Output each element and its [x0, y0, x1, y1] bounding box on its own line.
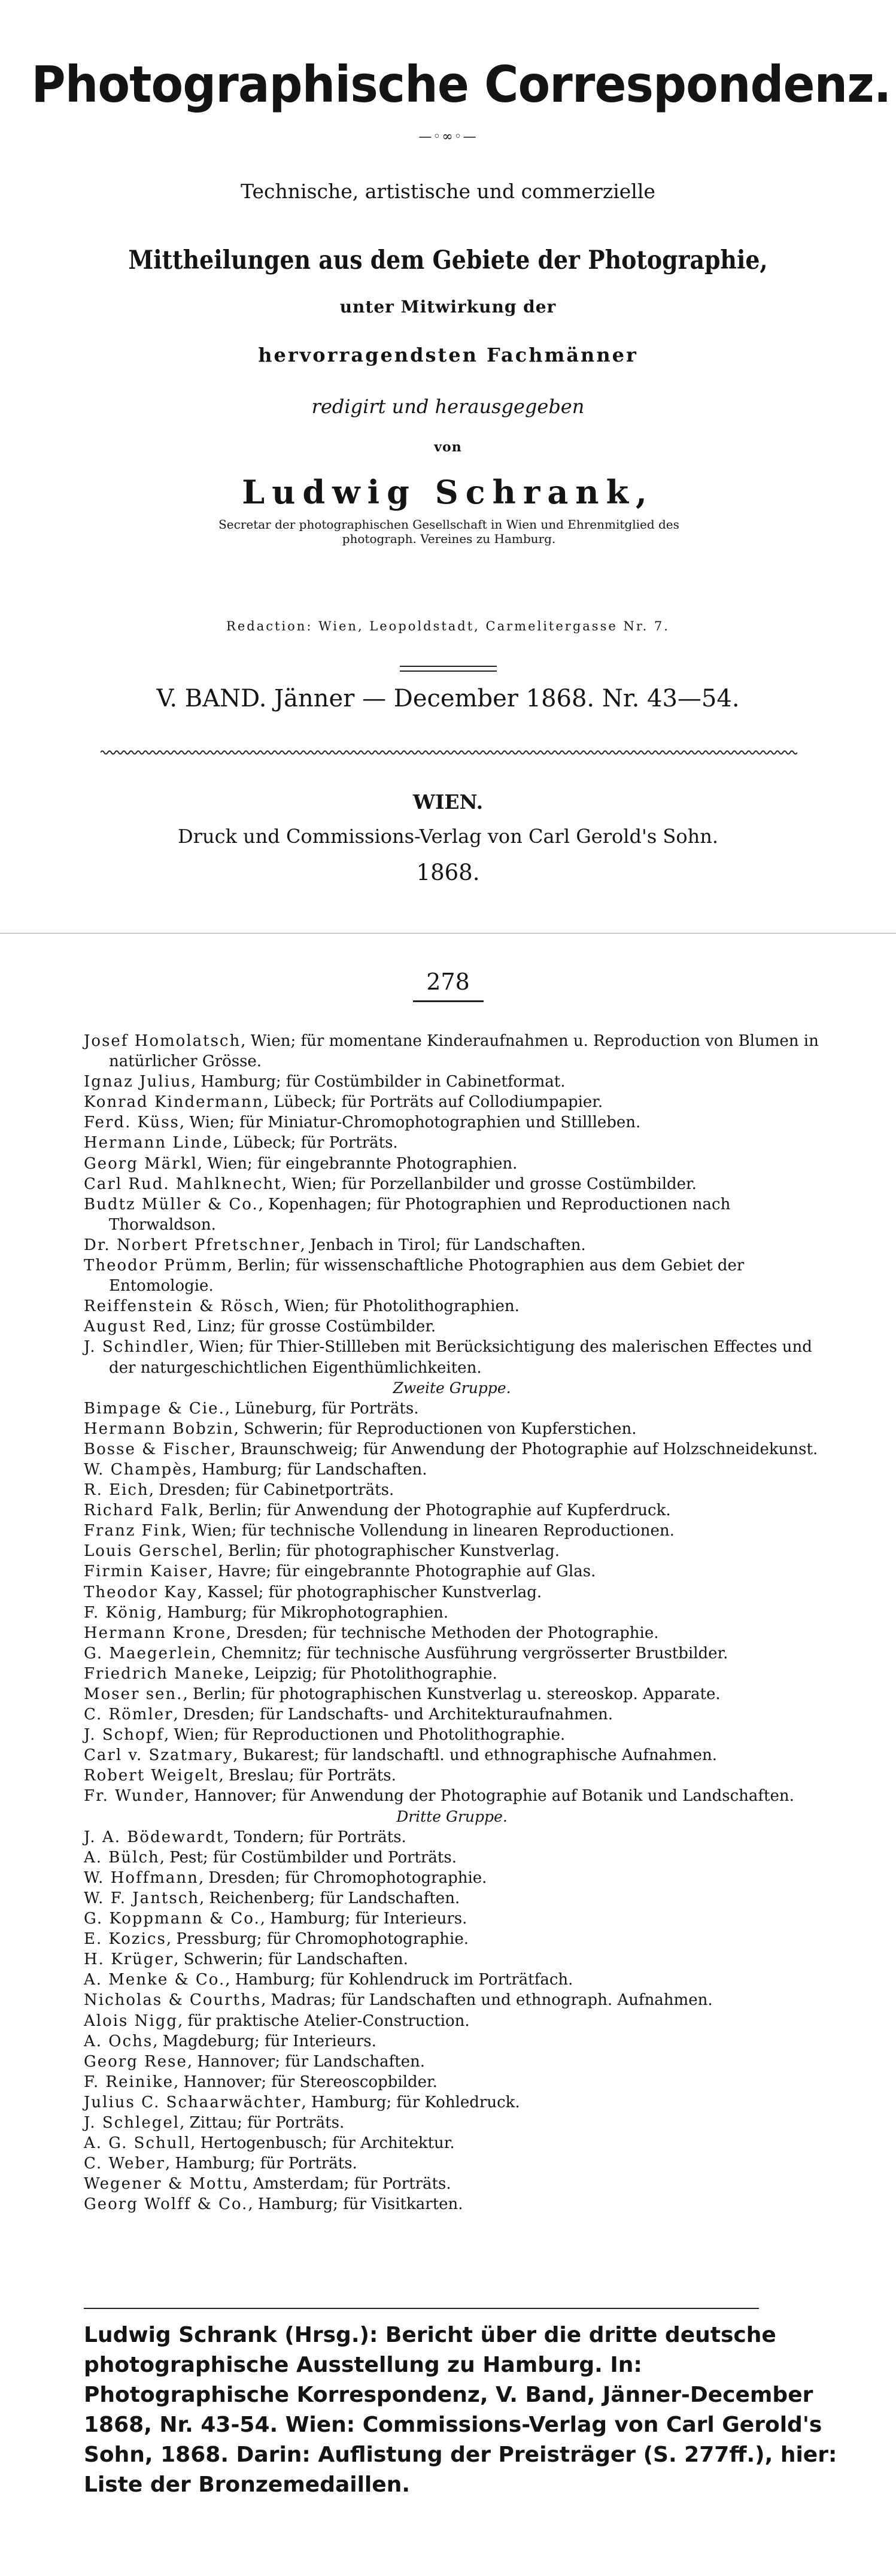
awardee-name: Hermann Bobzin	[84, 1419, 234, 1438]
list-item	[84, 1765, 820, 1786]
awardee-name: Bimpage & Cie.	[84, 1399, 225, 1418]
award-details: , Linz; für grosse Costümbilder.	[187, 1318, 436, 1336]
award-details: , Dresden; für Landschafts- und Architekturaufnahmen.	[173, 1706, 613, 1724]
list-item	[84, 1133, 820, 1153]
award-details: , Wien; für Reproductionen und Photolithographie.	[163, 1726, 566, 1744]
wavy-rule	[101, 748, 797, 757]
list-item	[84, 1255, 820, 1296]
award-details: , Hannover; für Anwendung der Photographie auf Botanik und Landschaften.	[184, 1787, 794, 1806]
list-item	[84, 1500, 820, 1521]
awardee-name: W. F. Jantsch	[84, 1889, 199, 1907]
list-item	[84, 2194, 820, 2214]
award-details: , Dresden; für Cabinetporträts.	[148, 1481, 394, 1500]
award-details: , Lübeck; für Porträts.	[223, 1134, 398, 1152]
list-item	[84, 1541, 820, 1561]
award-details: , Dresden; für technische Methoden der Photographie.	[226, 1624, 659, 1642]
imprint-city: WIEN.	[412, 790, 484, 814]
editor-description: Secretar der photographischen Gesellschaft in Wien und Ehrenmitglied des photograph. Vereines zu Hamburg.	[218, 517, 679, 546]
awardee-name: Robert Weigelt	[84, 1767, 219, 1785]
volume-line: V. BAND. Jänner — December 1868. Nr. 43—54.	[156, 685, 740, 712]
award-details: , Bukarest; für landschaftl. und ethnographische Aufnahmen.	[233, 1746, 718, 1765]
list-item	[84, 1480, 820, 1500]
award-details: , Hamburg; für Costümbilder in Cabinetformat.	[191, 1073, 566, 1091]
awardee-name: Louis Gerschel	[84, 1542, 218, 1561]
award-details: , Berlin; für photographischer Kunstverlag.	[218, 1542, 560, 1561]
award-details: , Schwerin; für Reproductionen von Kupferstichen.	[233, 1419, 637, 1438]
award-details: , Jenbach in Tirol; für Landschaften.	[300, 1236, 586, 1254]
awardee-name: A. Bülch	[84, 1848, 160, 1867]
list-item	[84, 1725, 820, 1745]
subtitle-line: unter Mitwirkung der	[339, 297, 557, 317]
awardee-name: August Red	[84, 1318, 187, 1336]
list-item	[84, 2072, 820, 2092]
list-item	[84, 1460, 820, 1480]
list-item	[84, 2133, 820, 2153]
award-details: , Berlin; für photographischen Kunstverlag u. stereoskop. Apparate.	[183, 1685, 721, 1703]
awardee-name: Wegener & Mottu	[84, 2175, 244, 2193]
awardee-name: Ignaz Julius	[84, 1073, 192, 1091]
award-details: , Lüneburg, für Porträts.	[224, 1399, 419, 1418]
awardee-name: Theodor Prümm	[84, 1257, 228, 1275]
award-details: , Chemnitz; für technische Ausführung vergrösserter Brustbilder.	[211, 1644, 728, 1662]
awardee-name: E. Kozics	[84, 1930, 166, 1949]
page-number: 278	[426, 969, 470, 995]
list-item	[84, 1827, 820, 1847]
list-item	[84, 1745, 820, 1765]
subtitle-line: Mittheilungen aus dem Gebiete der Photographie,	[128, 245, 768, 275]
list-item	[84, 1868, 820, 1888]
award-details: , Zittau; für Porträts.	[180, 2113, 345, 2132]
list-item	[84, 1112, 820, 1133]
awardee-name: Hermann Krone	[84, 1624, 227, 1642]
awardee-name: G. Koppmann & Co.	[84, 1910, 260, 1928]
award-details: , Wien; für Porzellanbilder und grosse Costümbilder.	[281, 1175, 697, 1193]
awardee-name: W. Hoffmann	[84, 1868, 199, 1887]
double-rule	[400, 666, 497, 672]
page-separator	[0, 933, 896, 934]
list-item	[84, 1031, 820, 1072]
award-details: , Schwerin; für Landschaften.	[174, 1950, 408, 1969]
award-details: , Wien; für momentane Kinderaufnahmen u. Reproduction von Blumen in natürlicher Grösse.	[109, 1032, 819, 1071]
awardee-name: A. Menke & Co.	[84, 1971, 226, 1989]
award-details: , Wien; für Miniatur-Chromophotographien und Stillleben.	[179, 1113, 641, 1132]
list-item	[84, 1337, 820, 1377]
list-item	[84, 2153, 820, 2174]
award-details: , Leipzig; für Photolithographie.	[244, 1664, 497, 1683]
page-number-rule	[413, 1000, 484, 1002]
award-details: , Hannover; für Landschaften.	[187, 2052, 426, 2071]
journal-title: Photographische Correspondenz.	[31, 55, 891, 114]
list-item	[84, 2011, 820, 2031]
list-item	[84, 1929, 820, 1949]
imprint-year: 1868.	[416, 860, 480, 885]
subtitle-line: redigirt und herausgegeben	[311, 395, 585, 418]
caption-rule	[84, 2308, 759, 2309]
award-details: , Reichenberg; für Landschaften.	[199, 1889, 460, 1907]
list-item	[84, 1235, 820, 1255]
award-details: , Hamburg; für Interieurs.	[260, 1910, 467, 1928]
awardee-name: J. A. Bödewardt	[84, 1828, 224, 1846]
awardee-name: Nicholas & Courths	[84, 1991, 262, 2010]
award-details: , Amsterdam; für Porträts.	[243, 2175, 451, 2193]
award-details: , Hamburg; für Visitkarten.	[248, 2195, 463, 2214]
list-item	[84, 1949, 820, 1970]
list-item	[84, 1582, 820, 1603]
list-item	[84, 1154, 820, 1174]
list-item	[84, 2174, 820, 2194]
list-item	[84, 1521, 820, 1541]
awardee-name: Georg Wolff & Co.	[84, 2195, 248, 2214]
award-details: , Hamburg; für Landschaften.	[192, 1460, 427, 1479]
list-item	[84, 1684, 820, 1704]
list-item	[84, 1194, 820, 1235]
list-item	[84, 2092, 820, 2113]
title-ornament: —◦∞◦—	[418, 129, 478, 144]
award-details: , Hamburg; für Kohledruck.	[301, 2093, 520, 2111]
awardee-name: Reiffenstein & Rösch	[84, 1297, 275, 1316]
awardee-name: Richard Falk	[84, 1501, 199, 1520]
awardee-name: Hermann Linde	[84, 1134, 223, 1152]
award-details: , Havre; für eingebrannte Photographie auf Glas.	[208, 1562, 596, 1581]
list-item	[84, 1664, 820, 1684]
caption: Ludwig Schrank (Hrsg.): Bericht über die dritte deutsche photographische Ausstellung zu Hamburg. In: Photographische Korrespondenz, V. Band, Jänner-December 1868, Nr. 43-54. Wien: Commissions-Verlag von Carl Gerold's Sohn, 1868. Darin: Auflistung der Preisträger (S. 277ff.), hier: Liste der Bronzemedaillen.	[84, 2323, 837, 2497]
awardee-name: Georg Märkl	[84, 1154, 198, 1173]
award-details: , Hannover; für Stereoscopbilder.	[174, 2073, 438, 2091]
awardee-name: Julius C. Schaarwächter	[84, 2093, 302, 2111]
award-details: , Berlin; für Anwendung der Photographie auf Kupferdruck.	[198, 1501, 671, 1520]
awardee-name: Alois Nigg	[84, 2011, 178, 2030]
list-item	[84, 1643, 820, 1664]
subtitle-line: von	[434, 439, 462, 455]
list-item	[84, 1909, 820, 1929]
list-item	[84, 1439, 820, 1460]
award-details: , Dresden; für Chromophotographie.	[198, 1868, 487, 1887]
award-details: , Pest; für Costümbilder und Porträts.	[159, 1848, 457, 1867]
awardee-name: R. Eich	[84, 1481, 149, 1500]
award-details: , Madras; für Landschaften und ethnograph. Aufnahmen.	[261, 1991, 713, 2010]
award-details: , Tondern; für Porträts.	[224, 1828, 406, 1846]
awardee-name: A. Ochs	[84, 2032, 153, 2050]
award-details: , Magdeburg; für Interieurs.	[153, 2032, 376, 2050]
awardee-name: Josef Homolatsch	[84, 1032, 241, 1050]
redaction-address: Redaction: Wien, Leopoldstadt, Carmelitergasse Nr. 7.	[226, 619, 670, 633]
awardee-name: F. König	[84, 1603, 157, 1622]
award-details: , Wien; für eingebrannte Photographien.	[197, 1154, 518, 1173]
awardee-name: H. Krüger	[84, 1950, 174, 1969]
group-heading: Zweite Gruppe.	[393, 1379, 511, 1397]
award-details: , Hamburg; für Mikrophotographien.	[157, 1603, 449, 1622]
editor-name: Ludwig Schrank,	[242, 473, 654, 511]
list-item	[84, 1603, 820, 1623]
awardee-name: C. Weber	[84, 2155, 165, 2173]
group-heading: Dritte Gruppe.	[396, 1807, 508, 1825]
list-item	[84, 1623, 820, 1643]
awardee-name: Friedrich Maneke	[84, 1664, 245, 1683]
award-details: , Hamburg; für Porträts.	[165, 2155, 357, 2173]
awardee-name: G. Maegerlein	[84, 1644, 212, 1662]
award-details: , Kopenhagen; für Photographien und Reproductionen nach Thorwaldson.	[109, 1195, 731, 1234]
award-details: , Wien; für technische Vollendung in linearen Reproductionen.	[181, 1522, 675, 1540]
award-details: , Lübeck; für Porträts auf Collodiumpapier.	[263, 1093, 603, 1112]
award-list	[84, 1031, 820, 2214]
list-item	[84, 1704, 820, 1725]
awardee-name: Carl v. Szatmary	[84, 1746, 233, 1765]
list-item	[84, 2052, 820, 2072]
awardee-name: Fr. Wunder	[84, 1787, 184, 1806]
award-details: , Hertogenbusch; für Architektur.	[190, 2134, 455, 2153]
awardee-name: C. Römler	[84, 1706, 174, 1724]
list-item	[84, 1296, 820, 1316]
award-details: , Breslau; für Porträts.	[218, 1767, 396, 1785]
list-item	[84, 1092, 820, 1112]
list-item	[84, 1970, 820, 1990]
list-item	[84, 1888, 820, 1909]
list-item	[84, 1072, 820, 1092]
subtitle-line: Technische, artistische und commerzielle	[241, 180, 655, 203]
imprint-publisher: Druck und Commissions-Verlag von Carl Gerold's Sohn.	[178, 825, 718, 848]
awardee-name: Dr. Norbert Pfretschner	[84, 1236, 300, 1254]
list-item	[84, 1786, 820, 1806]
title-page	[0, 0, 896, 933]
awardee-name: Moser sen.	[84, 1685, 183, 1703]
award-details: , Berlin; für wissenschaftliche Photographien aus dem Gebiet der Entomologie.	[109, 1257, 745, 1295]
list-item	[84, 1847, 820, 1868]
list-item	[84, 1174, 820, 1194]
awardee-name: J. Schlegel	[84, 2113, 180, 2132]
award-details: , Wien; für Photolithographien.	[274, 1297, 520, 1316]
awardee-name: J. Schindler	[84, 1338, 189, 1357]
list-item	[84, 1419, 820, 1439]
list-item	[84, 1990, 820, 2010]
awardee-name: Bosse & Fischer	[84, 1440, 231, 1458]
awardee-name: Ferd. Küss	[84, 1113, 180, 1132]
awardee-name: F. Reinike	[84, 2073, 174, 2091]
award-details: , Pressburg; für Chromophotographie.	[166, 1930, 469, 1949]
awardee-name: Franz Fink	[84, 1522, 182, 1540]
awardee-name: Firmin Kaiser	[84, 1562, 208, 1581]
award-details: , für praktische Atelier-Construction.	[178, 2011, 470, 2030]
awardee-name: W. Champès	[84, 1460, 192, 1479]
subtitle-line: hervorragendsten Fachmänner	[258, 344, 638, 366]
list-item	[84, 2113, 820, 2133]
list-item	[84, 1398, 820, 1419]
award-details: , Braunschweig; für Anwendung der Photographie auf Holzschneidekunst.	[230, 1440, 818, 1458]
list-item	[84, 1316, 820, 1337]
awardee-name: Carl Rud. Mahlknecht	[84, 1175, 282, 1193]
awardee-name: J. Schopf	[84, 1726, 164, 1744]
awardee-name: Theodor Kay	[84, 1583, 198, 1601]
awardee-name: Konrad Kindermann	[84, 1093, 264, 1112]
awardee-name: A. G. Schull	[84, 2134, 191, 2153]
awardee-name: Budtz Müller & Co.	[84, 1195, 259, 1213]
award-details: , Hamburg; für Kohlendruck im Porträtfach.	[225, 1971, 573, 1989]
award-details: , Wien; für Thier-Stillleben mit Berücksichtigung des malerischen Effectes und der naturgeschichtlichen Eigenthümlichkeiten.	[109, 1338, 812, 1377]
list-item	[84, 1561, 820, 1582]
list-item	[84, 2031, 820, 2052]
award-details: , Kassel; für photographischer Kunstverlag.	[197, 1583, 542, 1601]
awardee-name: Georg Rese	[84, 2052, 187, 2071]
